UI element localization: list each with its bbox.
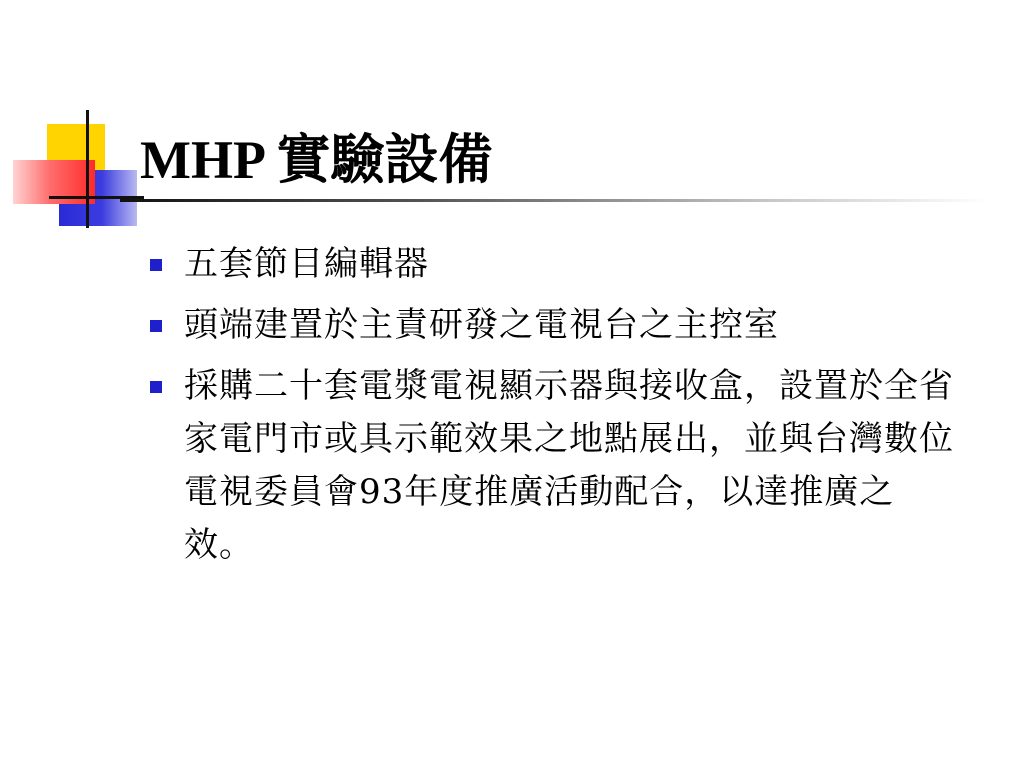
square-bullet-icon xyxy=(150,259,162,271)
bullet-text: 五套節目編輯器 xyxy=(184,244,429,284)
bullet-text: 頭端建置於主責研發之電視台之主控室 xyxy=(184,305,779,345)
bullet-item xyxy=(150,360,970,572)
bullet-item xyxy=(150,299,970,352)
title-underline xyxy=(120,199,990,202)
slide-title: MHP 實驗設備 xyxy=(140,130,493,190)
vertical-divider-line xyxy=(86,110,89,228)
bullet-list xyxy=(150,238,970,580)
square-bullet-icon xyxy=(150,381,162,393)
bullet-text: 採購二十套電漿電視顯示器與接收盒，設置於全省家電門市或具示範效果之地點展出，並與台灣數位電視委員會93年度推廣活動配合，以達推廣之效。 xyxy=(184,366,954,565)
bullet-item xyxy=(150,238,970,291)
square-bullet-icon xyxy=(150,320,162,332)
